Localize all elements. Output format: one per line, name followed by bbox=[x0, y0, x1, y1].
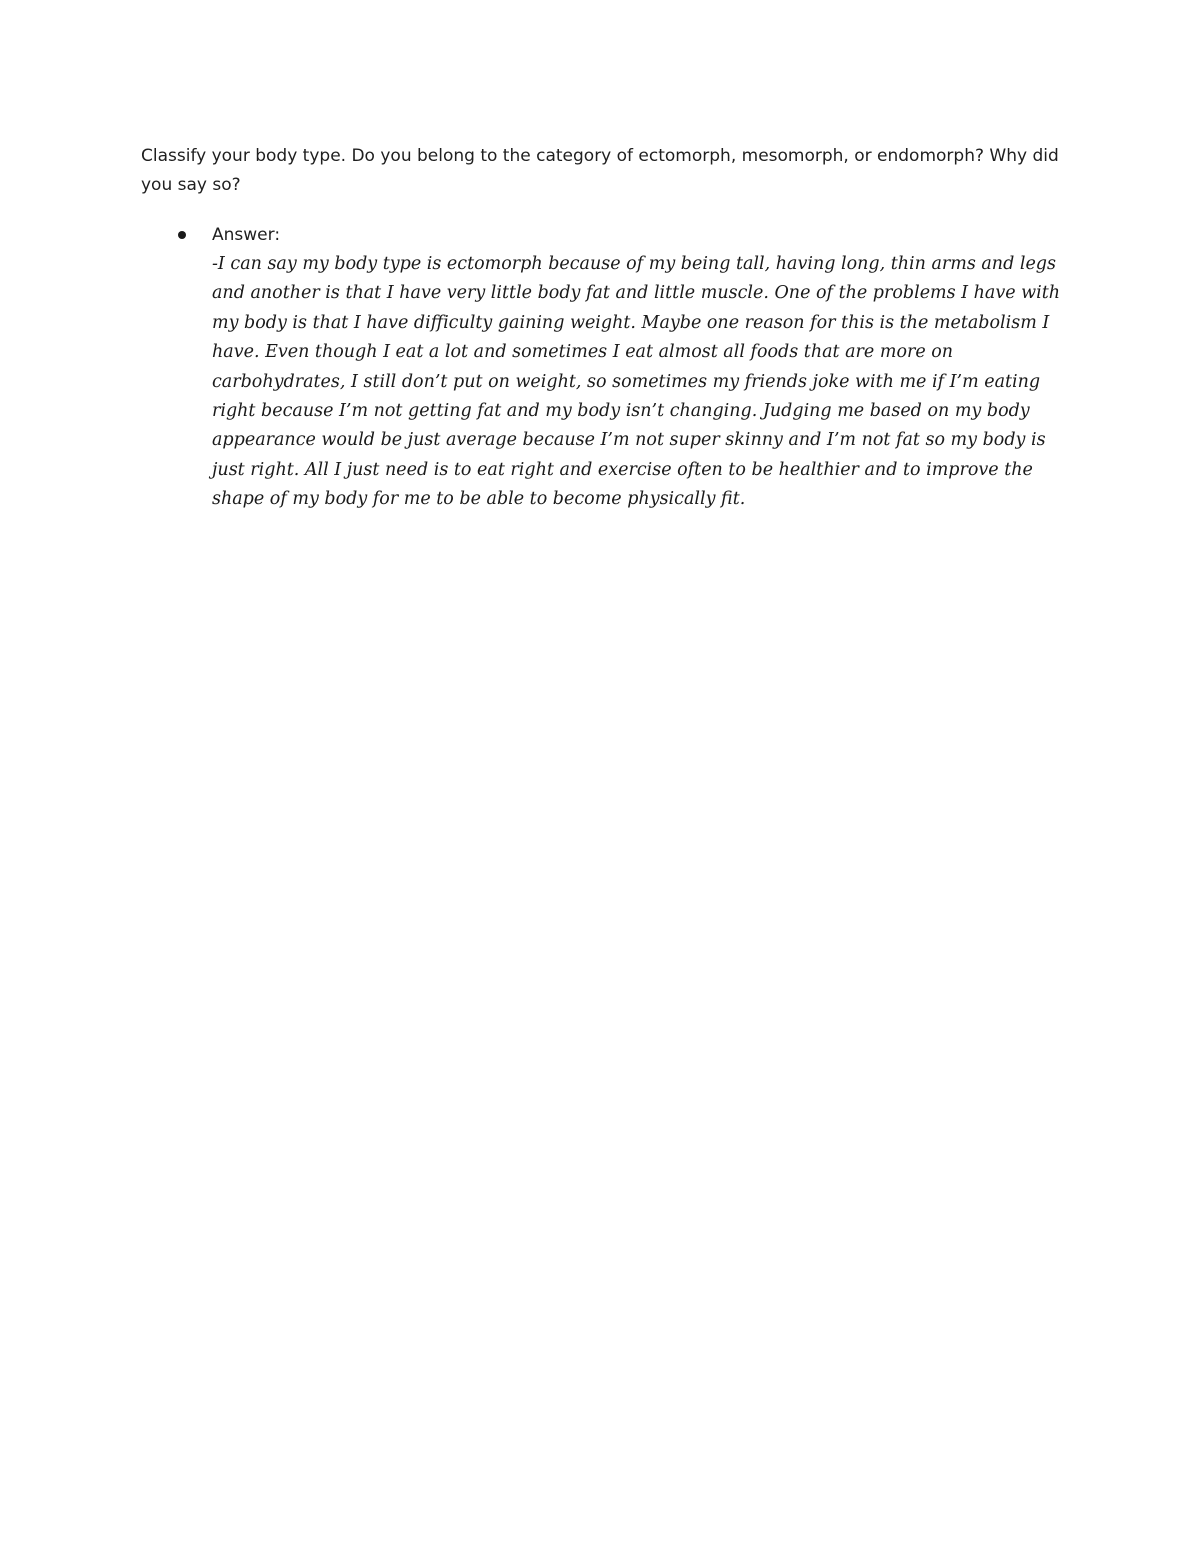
answer-text: -I can say my body type is ectomorph because of my being tall, having long, thin arms and legs and another is that I have very little body fat and little muscle. One of the problems I have with my body is that I have difficulty gaining weight. Maybe one reason for this is the metabolism I have. Even though I eat a lot and sometimes I eat almost all foods that are more on carbohydrates, I still don’t put on weight, so sometimes my friends joke with me if I’m eating right because I’m not getting fat and my body isn’t changing. Judging me based on my body appearance would be just average because I’m not super skinny and I’m not fat so my body is just right. All I just need is to eat right and exercise often to be healthier and to improve the shape of my body for me to be able to become physically fit. bbox=[212, 254, 1061, 510]
answer-item bbox=[141, 221, 1061, 515]
answer-label: Answer: bbox=[212, 225, 281, 245]
question-text: Classify your body type. Do you belong to the category of ectomorph, mesomorph, or endomorph? Why did you say so? bbox=[141, 146, 1059, 195]
answer-list bbox=[141, 221, 1061, 515]
bullet-icon bbox=[178, 231, 186, 239]
